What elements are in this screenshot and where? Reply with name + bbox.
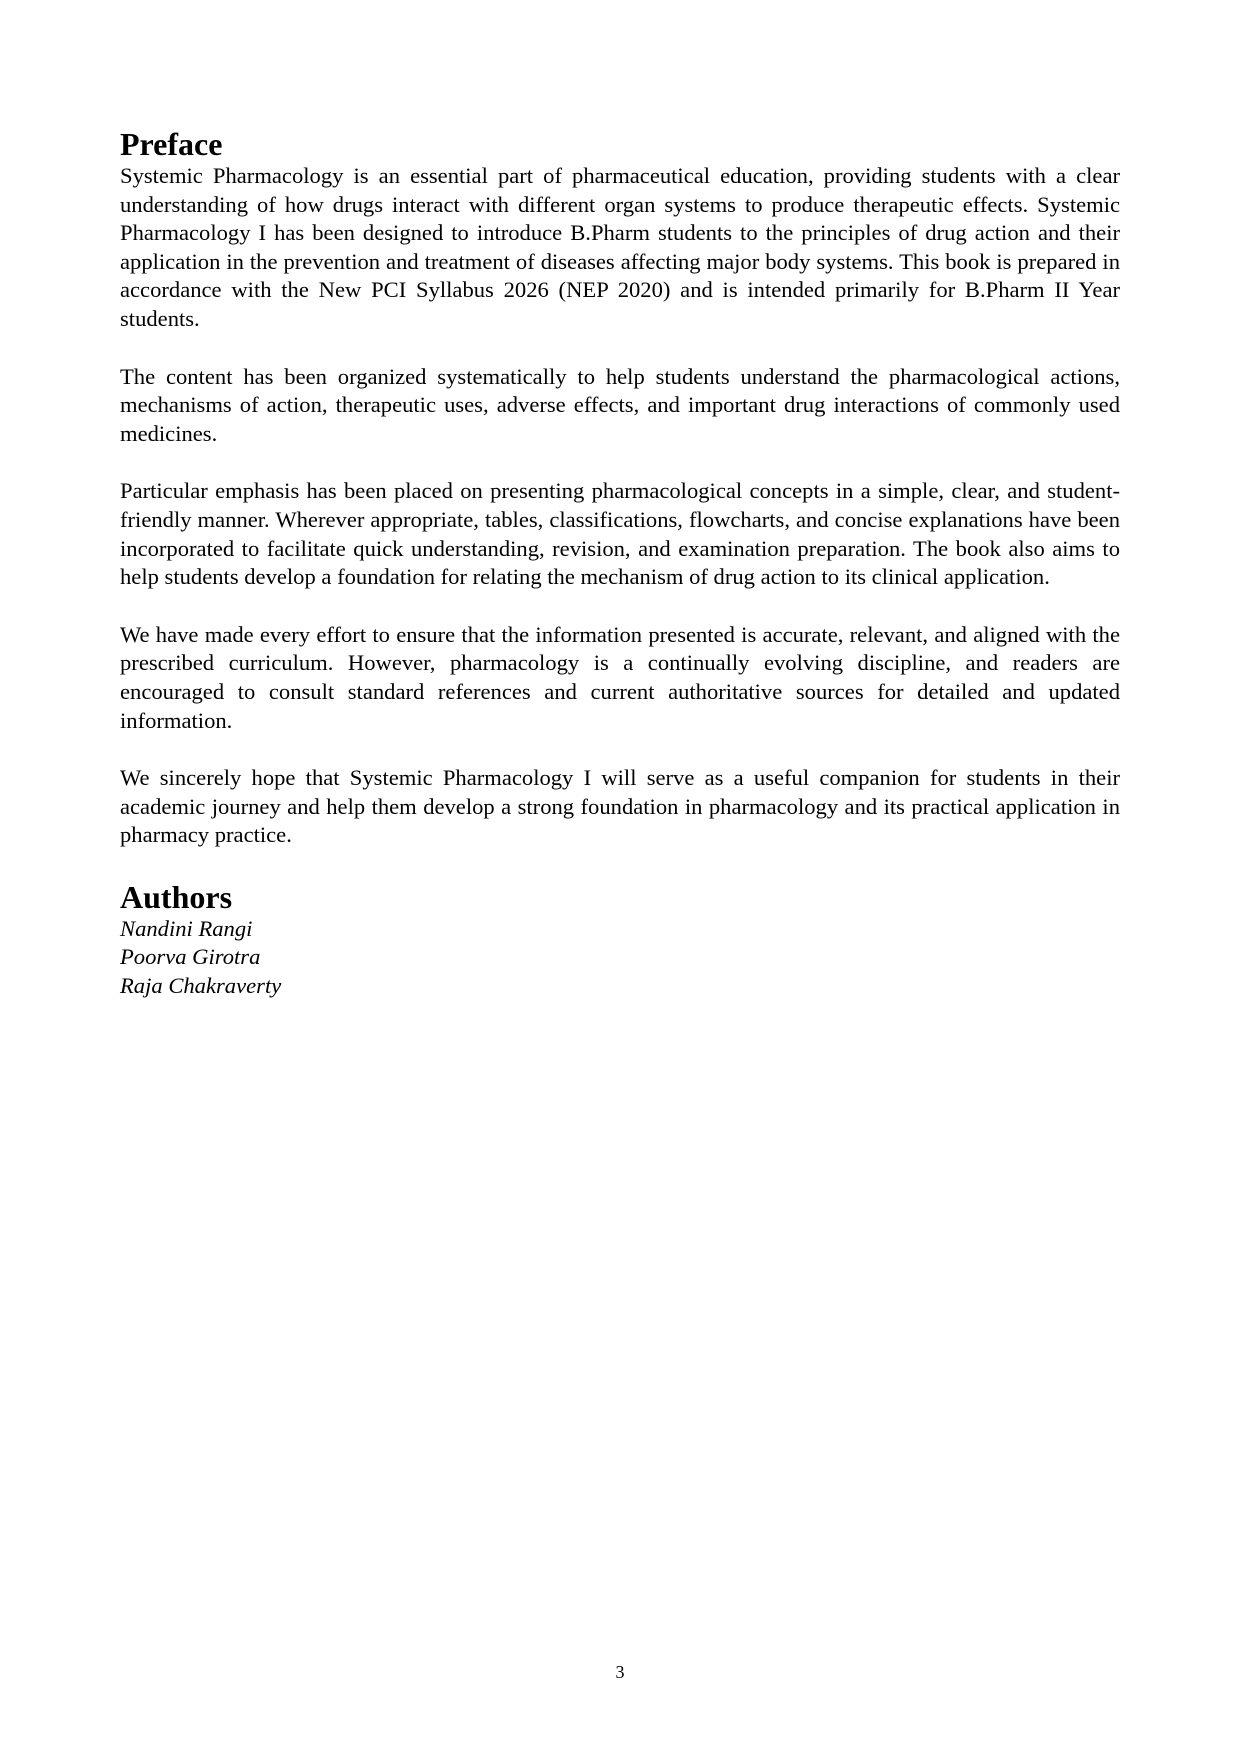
preface-paragraph-1: Systemic Pharmacology is an essential part of pharmaceutical education, providing students with a clear understanding of how drugs interact with different organ systems to produce therapeutic effects. Systemic Pharmacology I has been designed to introduce B.Pharm students to the principles of drug action and their application in the prevention and treatment of diseases affecting major body systems. This book is prepared in accordance with the New PCI Syllabus 2026 (NEP 2020) and is intended primarily for B.Pharm II Year students. [120,163,1120,331]
preface-heading: Preface [120,126,223,162]
preface-paragraph-3: Particular emphasis has been placed on presenting pharmacological concepts in a simple, clear, and student-friendly manner. Wherever appropriate, tables, classifications, flowcharts, and concise explanations have been incorporated to facilitate quick understanding, revision, and examination preparation. The book also aims to help students develop a foundation for relating the mechanism of drug action to its clinical application. [120,478,1120,590]
author-name-1: Nandini Rangi [120,915,253,941]
preface-paragraph-5: We sincerely hope that Systemic Pharmacology I will serve as a useful companion for students in their academic journey and help them develop a strong foundation in pharmacology and its practical application in pharmacy practice. [120,765,1120,848]
preface-paragraph-4: We have made every effort to ensure that the information presented is accurate, relevant, and aligned with the prescribed curriculum. However, pharmacology is a continually evolving discipline, and readers are encouraged to consult standard references and current authoritative sources for detailed and updated information. [120,621,1120,733]
author-name-3: Raja Chakraverty [120,973,282,999]
authors-heading: Authors [120,878,233,915]
page-number: 3 [615,1662,625,1682]
page-content [120,126,1120,1001]
author-name-2: Poorva Girotra [120,944,261,970]
preface-paragraph-2: The content has been organized systematically to help students understand the pharmacological actions, mechanisms of action, therapeutic uses, adverse effects, and important drug interactions of commonly used medicines. [120,363,1120,446]
